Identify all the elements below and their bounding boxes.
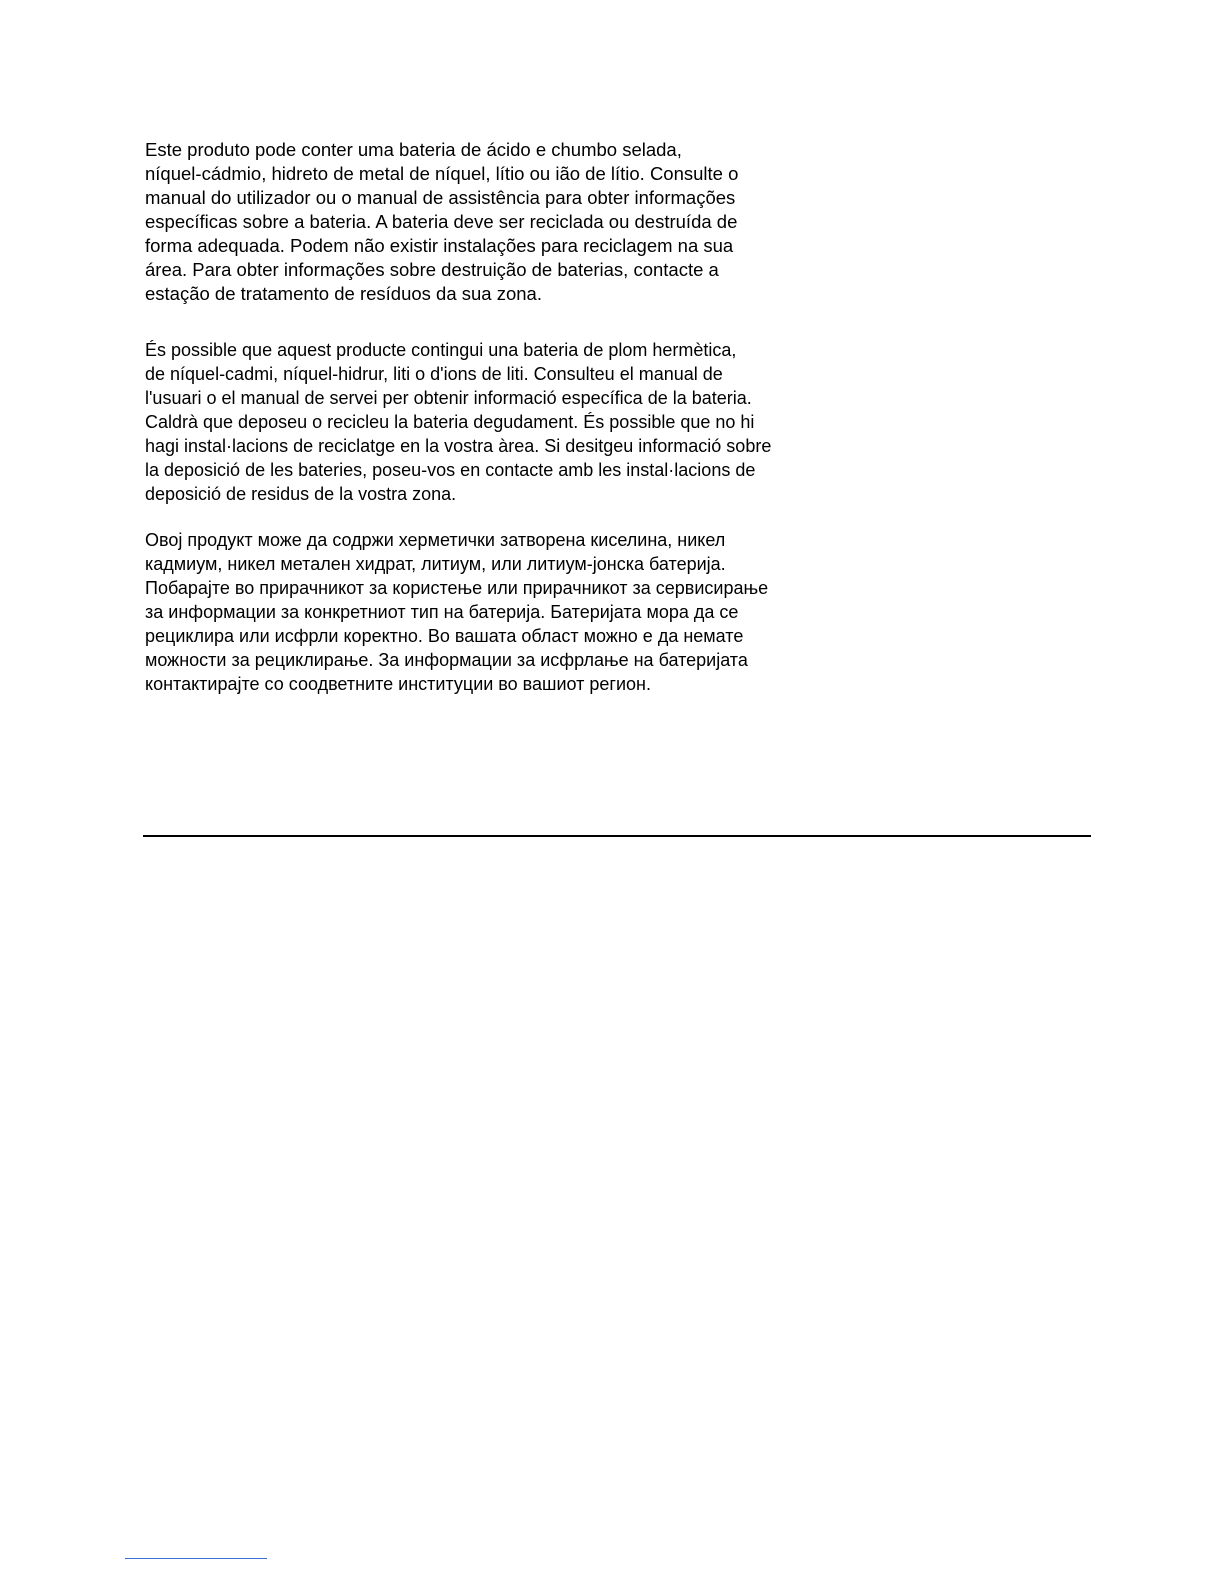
battery-notice-catalan (145, 338, 845, 506)
text-line: Este produto pode conter uma bateria de ácido e chumbo selada, (145, 139, 682, 160)
text-line: És possible que aquest producte contingui una bateria de plom hermètica, (145, 340, 737, 360)
text-line: deposició de residus de la vostra zona. (145, 484, 457, 504)
text-line: Побарајте во прирачникот за користење или прирачникот за сервисирање (145, 578, 769, 598)
text-line: la deposició de les bateries, poseu-vos en contacte amb les instal·lacions de (145, 460, 756, 480)
text-line: можности за рециклирање. За информации за исфрлање на батеријата (145, 650, 748, 670)
battery-notice-macedonian (145, 528, 845, 696)
text-line: níquel-cádmio, hidreto de metal de níquel, lítio ou ião de lítio. Consulte o (145, 163, 739, 184)
text-line: Caldrà que deposeu o recicleu la bateria degudament. És possible que no hi (145, 412, 755, 432)
text-line: за информации за конкретниот тип на батерија. Батеријата мора да се (145, 602, 739, 622)
footnote-separator (125, 1558, 267, 1559)
text-line: estação de tratamento de resíduos da sua zona. (145, 283, 542, 304)
text-line: Овој продукт може да содржи херметички затворена киселина, никел (145, 530, 726, 550)
text-line: manual do utilizador ou o manual de assistência para obter informações (145, 187, 736, 208)
battery-notice-portuguese (145, 138, 845, 306)
text-line: forma adequada. Podem não existir instalações para reciclagem na sua (145, 235, 734, 256)
text-line: контактирајте со соодветните институции во вашиот регион. (145, 674, 651, 694)
text-line: de níquel-cadmi, níquel-hidrur, liti o d'ions de liti. Consulteu el manual de (145, 364, 723, 384)
text-line: l'usuari o el manual de servei per obtenir informació específica de la bateria. (145, 388, 752, 408)
horizontal-divider (143, 835, 1091, 837)
text-line: área. Para obter informações sobre destruição de baterias, contacte a (145, 259, 719, 280)
text-line: кадмиум, никел метален хидрат, литиум, или литиум-јонска батерија. (145, 554, 726, 574)
text-line: рециклира или исфрли коректно. Во вашата област можно е да немате (145, 626, 744, 646)
text-line: hagi instal·lacions de reciclatge en la vostra àrea. Si desitgeu informació sobre (145, 436, 772, 456)
text-line: específicas sobre a bateria. A bateria deve ser reciclada ou destruída de (145, 211, 738, 232)
